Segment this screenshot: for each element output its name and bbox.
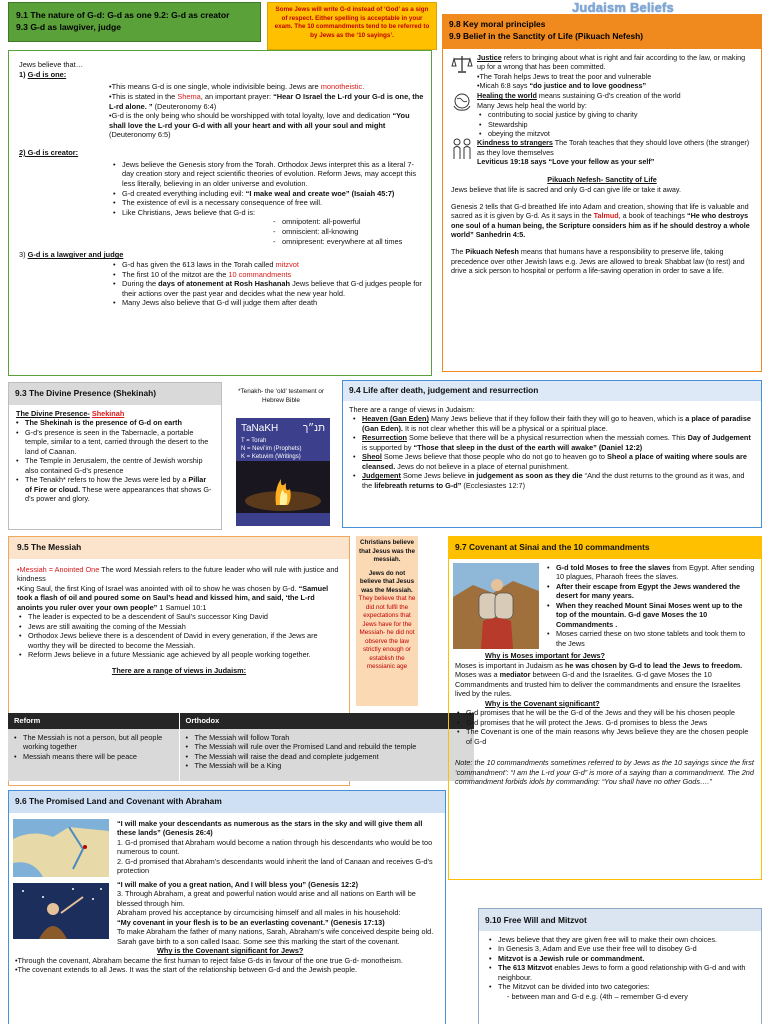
lawgiver-item (121, 270, 425, 280)
atonement-term: days of atonement at Rosh Hashanah (158, 279, 290, 289)
micah-quote: “do justice and to love goodness” (529, 81, 647, 91)
pillar-term: Pillar of Fire or cloud. (25, 475, 207, 494)
samuel-ref: 1 Samuel 10:1 (159, 602, 207, 612)
heaven-item (361, 414, 755, 433)
mitzvot-term: mitzvot (275, 259, 299, 269)
commandments-term: 10 commandments (228, 269, 292, 279)
stars-ref: (Genesis 26:4) (162, 828, 213, 838)
sinai-title: 9.7 Covenant at Sinai and the 10 commandments (449, 537, 761, 559)
heaven-bold: a place of paradise (Gan Eden). (362, 414, 751, 433)
free-will-item: • Mitzvot is a Jewish rule or commandment. (497, 954, 755, 963)
section-9-1-header (8, 2, 261, 42)
judgement-bold: in judgement as soon as they die (467, 471, 583, 481)
saul-text: •King Saul, the first King of Israel was anointed with oil to show he was chosen by G-d. (17, 583, 297, 593)
healing-item: • Stewardship (487, 120, 681, 129)
why-moses-bold: he was chosen by G-d to lead the Jews to freedom. (564, 660, 743, 670)
evil-text: G-d created everything including evil: (122, 188, 244, 198)
lifebreath-bold: lifebreath returns to G-d” (374, 480, 462, 490)
messiah-views-table (8, 713, 474, 783)
abraham-panel (8, 790, 446, 1024)
lawgiver-item (121, 260, 425, 270)
messiah-item: • Orthodox Jews believe there is a descendent of David in every generation, if the Jews are worthy they will be directed to become the Messiah. (27, 631, 341, 650)
g-d-one-title: G-d is one: (27, 69, 67, 79)
sheol-item (361, 452, 755, 471)
tenakh-hebrew: תנ״ך (302, 423, 325, 434)
sinai-item: • Moses carried these on two stone tablets and took them to the Jews (555, 629, 755, 648)
pn-para3c: means that humans have a responsibility to preserve life, taking precedence over other Jewish laws e.g. Jews are allowed to break Shabbat law (to rest) and drive a sick person to hospital or perform a life-saving operation in order to save a life. (451, 247, 745, 276)
tenakh-text: The Tenakh* refers to how the Jews were led by a (25, 475, 187, 485)
healing-intro: Many Jews help heal the world by: (477, 100, 587, 110)
great-nation-ref: (Genesis 12:2) (308, 879, 358, 889)
orthodox-item: • The Messiah will be a King (194, 761, 469, 770)
free-slaves-text: from Egypt. After sending 10 plagues, Pharaoh frees the slaves. (556, 563, 755, 582)
one-line2: •This is stated in the (109, 91, 176, 101)
creator-item (121, 189, 425, 199)
moses-tablets-image (453, 563, 539, 649)
judgement-day-term: Day of Judgement (687, 433, 751, 443)
tenakh-graphic (236, 418, 330, 526)
shekinah-item: • G-d’s presence is seen in the Tabernacle, a portable temple, similar to a tent, carried through the desert to the land of Caanan. (24, 428, 214, 456)
lawgiver-text: Jews believe that G-d judges people for their actions over the past year and decides what the new year hold. (122, 279, 422, 298)
shekinah-item: • The Temple in Jerusalem, the centre of Jewish worship also contained G-d’s presence (24, 456, 214, 475)
messiah-views: There are a range of views in Judaism: (111, 665, 247, 675)
abraham-point4: Abraham proved his acceptance by circumcising himself and all males in his household: (117, 908, 401, 918)
mediator-term: mediator (499, 670, 531, 680)
abraham-stars-image (13, 883, 109, 939)
shema-ref: (Deuteronomy 6:4) (154, 101, 217, 111)
commandments-note: Note: the 10 commandments sometimes referred to by Jews as the 10 sayings since the first ‘commandment’: “I am the L-rd your G-d” is more of a saying than a commandment. The 2nd commandment forbids idols by commanding: “You shall have no other Gods….” (455, 758, 754, 787)
justice-term: Justice (477, 53, 502, 62)
abraham-point1: 1. G-d promised that Abraham would become a nation through his descendants who would be too numerous to count. (117, 837, 433, 857)
free-will-item (497, 963, 755, 982)
nature-of-g-d-panel (8, 50, 432, 376)
evil-ref: (Isaiah 45:7) (351, 188, 395, 198)
heaven-text-end: It is not clear whether this will be a physical or a spiritual place. (404, 423, 608, 433)
shekinah-term: Shekinah (91, 409, 125, 418)
sheol-term: Sheol (362, 452, 382, 462)
resurrection-text: Some believe that there will be a physical resurrection when the messiah comes. This (409, 433, 686, 443)
moral-title2: 9.9 Belief in the Sanctity of Life (Pikuach Nefesh) (449, 30, 644, 41)
kindness-term: Kindness to strangers (477, 138, 553, 148)
abraham-point2: 2. G-d promised that Abraham’s descendants would inherit the land of Canaan and receives G-d’s protection (117, 856, 433, 876)
free-will-item: • Jews believe that they are given free will to make their own choices. (497, 935, 755, 944)
shekinah-title: 9.3 The Divine Presence (Shekinah) (9, 383, 221, 405)
sheol-text: Some Jews believe that those people who do not go to heaven go to (383, 452, 605, 462)
circumcision-quote: “My covenant in your flesh is to be an everlasting covenant.” (Genesis 17:13) (117, 917, 385, 927)
tenakh-ketuvim: K = Ketuvim (Writings) (241, 454, 301, 461)
why-moses-text: Moses is important in Judaism as (455, 660, 563, 670)
jews-belief: Jews do not believe that Jesus was the Messiah. (359, 569, 415, 594)
pn-para1: Jews believe that life is sacred and only G-d can give life or take it away. (451, 184, 681, 194)
creator-item: • Like Christians, Jews believe that G-d is: (121, 208, 425, 218)
healing-item: • obeying the mitzvot (487, 129, 681, 138)
messiah-item: • Reform Jews believe in a future Messianic age achieved by all people working together. (27, 650, 341, 659)
omni-item: - omniscient: all-knowing (281, 227, 425, 237)
pn-para2: Genesis 2 tells that G-d breathed life into Adam and creation, showing that life is valuable and sacred as it is given by G-d. As it says in the (451, 202, 749, 221)
christians-box (356, 536, 418, 706)
globe-hands-icon (451, 91, 473, 113)
mitzvot-613-term: The 613 Mitzvot (498, 963, 553, 973)
significance-item: • G-d promises that he will be the G-d of the Jews and they will be his chosen people (465, 708, 755, 717)
tenakh-text-end: These were appearances that shows G-d’s power and glory. (25, 484, 212, 504)
monotheistic-term: monotheistic. (320, 82, 365, 92)
tenakh-torah: T = Torah (241, 438, 267, 444)
free-will-item: • The Mitzvot can be divided into two categories: (497, 982, 755, 991)
healing-text: means sustaining G-d’s creation of the world (538, 91, 681, 101)
kindness-text: The Torah teaches that they should love others (the stranger) as they love themselves (477, 138, 750, 157)
micah-ref: •Micah 6:8 says (477, 81, 528, 91)
lawgiver-text: G-d has given the 613 laws in the Torah called (122, 259, 274, 269)
reform-item: • Messiah means there will be peace (22, 752, 173, 761)
daniel-quote: “Those that sleep in the dust of the earth will awake” (413, 442, 597, 452)
justice-torah: •The Torah helps Jews to treat the poor and vulnerable (477, 71, 652, 81)
sinai-item: • After their escape from Egypt the Jews wandered the desert for many years. (555, 582, 755, 601)
stars-quote: “I will make your descendants as numerous as the stars in the sky and will give them all these lands” (117, 819, 423, 838)
orthodox-item: • The Messiah will rule over the Promised Land and rebuild the temple (194, 742, 469, 751)
why-moses-title: Why is Moses important for Jews? (485, 651, 606, 661)
abraham-title: 9.6 The Promised Land and Covenant with Abraham (9, 791, 445, 813)
sheol-bold: Sheol a place of waiting where souls are cleansed. (362, 452, 747, 471)
daniel-ref: (Daniel 12:2) (598, 442, 643, 452)
covenant-sinai-panel (448, 536, 762, 880)
judgement-item (361, 471, 755, 490)
pillar-of-fire-image (236, 461, 330, 513)
shekinah-sub: The Divine Presence- (16, 409, 90, 418)
abraham-why-title: Why is the Covenant significant for Jews? (157, 946, 304, 956)
mitzvot-category: - between man and G-d e.g. (4th – remember G-d every (507, 991, 688, 1001)
significance-item: • G-d promises that he will protect the Jews. G-d promises to bless the Jews (465, 718, 755, 727)
afterlife-title: 9.4 Life after death, judgement and resurrection (343, 381, 761, 401)
sinai-item (555, 563, 755, 582)
free-will-panel (478, 908, 762, 1024)
reform-header: Reform (8, 713, 179, 729)
moral-title1: 9.8 Key moral principles (449, 19, 546, 29)
shekinah-item: • The Shekinah is the presence of G-d on earth (24, 418, 214, 427)
one-line1: •This means G-d is one single, whole indivisible being. Jews are (109, 82, 319, 92)
tenakh-neviim: N = Nevi’im (Prophets) (241, 446, 302, 453)
g-d-one-number: 1) (19, 69, 26, 79)
shema-quote: “Hear O Israel the L-rd your G-d is one, the L-rd alone. ” (109, 91, 424, 111)
mediator-text: Moses was a (455, 670, 498, 680)
jews-reason: They believe that he did not fulfil the expectations that Jews have for the Messiah- he did not observe the law strictly enough or establish the messianic age (358, 595, 416, 670)
messiah-text: The word Messiah refers to the future leader who will rule with justice and kindness (17, 565, 339, 584)
love-ref: (Deuteronomy 6:5) (109, 130, 171, 140)
mediator-text-end: between G-d and the Israelites. G-d gave Moses the 10 Commandments and trusted him to deliver the commandments and ensure the Israelites lived by the rules. (455, 670, 741, 699)
abraham-why2: •The covenant extends to all Jews. It was the start of the relationship between G-d and the Jewish people. (15, 965, 358, 975)
orthodox-header: Orthodox (185, 716, 220, 725)
orthodox-item: • The Messiah will raise the dead and complete judgement (194, 752, 469, 761)
talmud-quote: “He who destroys one soul of a human being, the Scripture considers him as if he should destroy a whole world” (451, 211, 750, 240)
tenakh-note: *Tenakh- the ‘old’ testement or Hebrew Bible (237, 388, 325, 404)
free-will-title: 9.10 Free Will and Mitzvot (479, 909, 761, 931)
omni-item: - omnipresent: everywhere at all times (281, 237, 425, 247)
resurrection-text2: is supported by (362, 442, 412, 452)
orthodox-item: • The Messiah will follow Torah (194, 733, 469, 742)
covenant-significant-title: Why is the Covenant significant? (485, 698, 600, 708)
messiah-item: • The leader is expected to be a descendent of Saul’s successor King David (27, 612, 341, 621)
shema-term: Shema (177, 91, 201, 101)
mitzvot-613-text: enables Jews to form a good relationship with G-d and with neighbour. (498, 963, 746, 982)
significance-item: • The Covenant is one of the main reasons why Jews believe they are the chosen people of G-d (465, 727, 755, 746)
ecclesiastes-ref: (Ecclesiastes 12:7) (463, 480, 526, 490)
lawgiver-title: G-d is a lawgiver and judge (27, 250, 124, 260)
healing-item: • contributing to social justice by giving to charity (487, 110, 681, 119)
justice-text: refers to bringing about what is right and fair according to the law, or making up for a wrong that has been committed. (477, 53, 746, 72)
creator-item: • Jews believe the Genesis story from the Torah. Orthodox Jews interpret this as a literal 7-day creation story and reject scientific theories of evolution. Reform Jews, may accept this less literally, believing in an older universe and evolution. (121, 160, 425, 189)
lawgiver-text: During the (122, 279, 157, 289)
judgement-text: Some Jews believe (402, 471, 466, 481)
moral-principles-panel (442, 14, 762, 372)
page-title: Judaism Beliefs (572, 0, 674, 15)
pikuach-term: Pikuach Nefesh (465, 247, 519, 257)
abraham-why1: •Through the covenant, Abraham became the first human to reject false G-ds in favour of the one true G-d- monotheism. (15, 955, 403, 965)
g-d-creator-title: 2) G-d is creator: (19, 148, 79, 157)
sanhedrin-ref: Sanhedrin 4:5. (475, 230, 526, 240)
heaven-text: Many Jews believe that if they follow their faith they will go to heaven, which is (430, 414, 684, 424)
abraham-point3: 3. Through Abraham, a great and powerful nation would arise and all nations on Earth will be blessed through him. (117, 889, 416, 908)
talmud-term: Talmud (593, 211, 619, 221)
great-nation-quote: “I will make of you a great nation, And I will bless you” (117, 879, 307, 889)
leviticus-quote: Leviticus 19:18 says “Love your fellow as your self” (477, 156, 655, 166)
abraham-point5: To make Abraham the father of many nations, Sarah, Abraham’s wife conceived despite being old. Sarah gave birth to a son called Isaac. Some see this marking the start of the covenant. (117, 927, 434, 946)
free-will-item: • In Genesis 3, Adam and Eve use their free will to disobey G-d (497, 944, 755, 953)
heaven-term: Heaven (Gan Eden) (362, 414, 429, 424)
creator-item: • The existence of evil is a necessary consequence of free will. (121, 198, 425, 208)
resurrection-item (361, 433, 755, 452)
spelling-note: Some Jews will write G-d instead of ‘God’ as a sign of respect. Either spelling is acceptable in your exam. The 10 commandments tend to be referred to by Jews as the ‘10 sayings’. (267, 2, 437, 50)
one-line2c: , an important prayer: (200, 91, 271, 101)
sheol-text-end: Jews do not believe in a place of eternal punishment. (397, 461, 569, 471)
evil-quote: “I make weal and create woe” (245, 188, 350, 198)
sinai-item: • When they reached Mount Sinai Moses went up to the top of the mountain. G-d gave Moses the 10 Commandments . (555, 601, 755, 629)
christians-belief: Christians believe that Jesus was the messiah. (359, 539, 415, 563)
ecclesiastes-quote: “And the dust returns to the ground as it was, and the (362, 471, 745, 490)
lawgiver-item (121, 279, 425, 298)
afterlife-panel (342, 380, 762, 528)
reform-item: • The Messiah is not a person, but all people working together (22, 733, 173, 752)
one-line3: •G-d is the only being who should be worshipped with total loyalty, love and dedication (109, 111, 391, 121)
scales-icon (451, 53, 473, 75)
omni-item: - omnipotent: all-powerful (281, 217, 425, 227)
lawgiver-number: 3) (19, 250, 26, 260)
messiah-title: 9.5 The Messiah (9, 537, 349, 559)
map-image (13, 819, 109, 877)
people-icon (451, 138, 473, 160)
shekinah-panel (8, 382, 222, 530)
messiah-item: • Jews are still awaiting the coming of the Messiah (27, 622, 341, 631)
pn-para3: The (451, 247, 464, 257)
lawgiver-item: • Many Jews also believe that G-d will judge them after death (121, 298, 425, 308)
tenakh-word: TaNaKH (241, 423, 279, 434)
nature-intro: Jews believe that… (19, 60, 84, 69)
resurrection-term: Resurrection (362, 433, 408, 443)
messiah-meaning: •Messiah = Anointed One (17, 565, 100, 574)
afterlife-intro: There are a range of views in Judaism: (349, 405, 475, 414)
samuel-quote: “Samuel took a flash of oil and poured some on Saul’s head and kissed him, and said, ‘the L-rd anoints you ruler over your own people” (17, 583, 329, 612)
pn-para2c: , a book of teachings (618, 211, 685, 221)
header-title-line2: 9.3 G-d as lawgiver, judge (16, 22, 122, 33)
free-slaves-bold: G-d told Moses to free the slaves (556, 563, 671, 572)
shekinah-item (24, 475, 214, 503)
healing-term: Healing the world (477, 91, 537, 101)
love-quote: “You shall love the L-rd your G-d with all your heart and with all your soul and might (109, 111, 410, 130)
pikuach-nefesh-title: Pikuach Nefesh- Sanctity of Life (547, 175, 657, 185)
header-title-line1: 9.1 The nature of G-d: G-d as one 9.2: G-d as creator (16, 10, 230, 20)
judgement-term: Judgement (362, 471, 401, 481)
lawgiver-text: The first 10 of the mitzot are the (122, 269, 227, 279)
